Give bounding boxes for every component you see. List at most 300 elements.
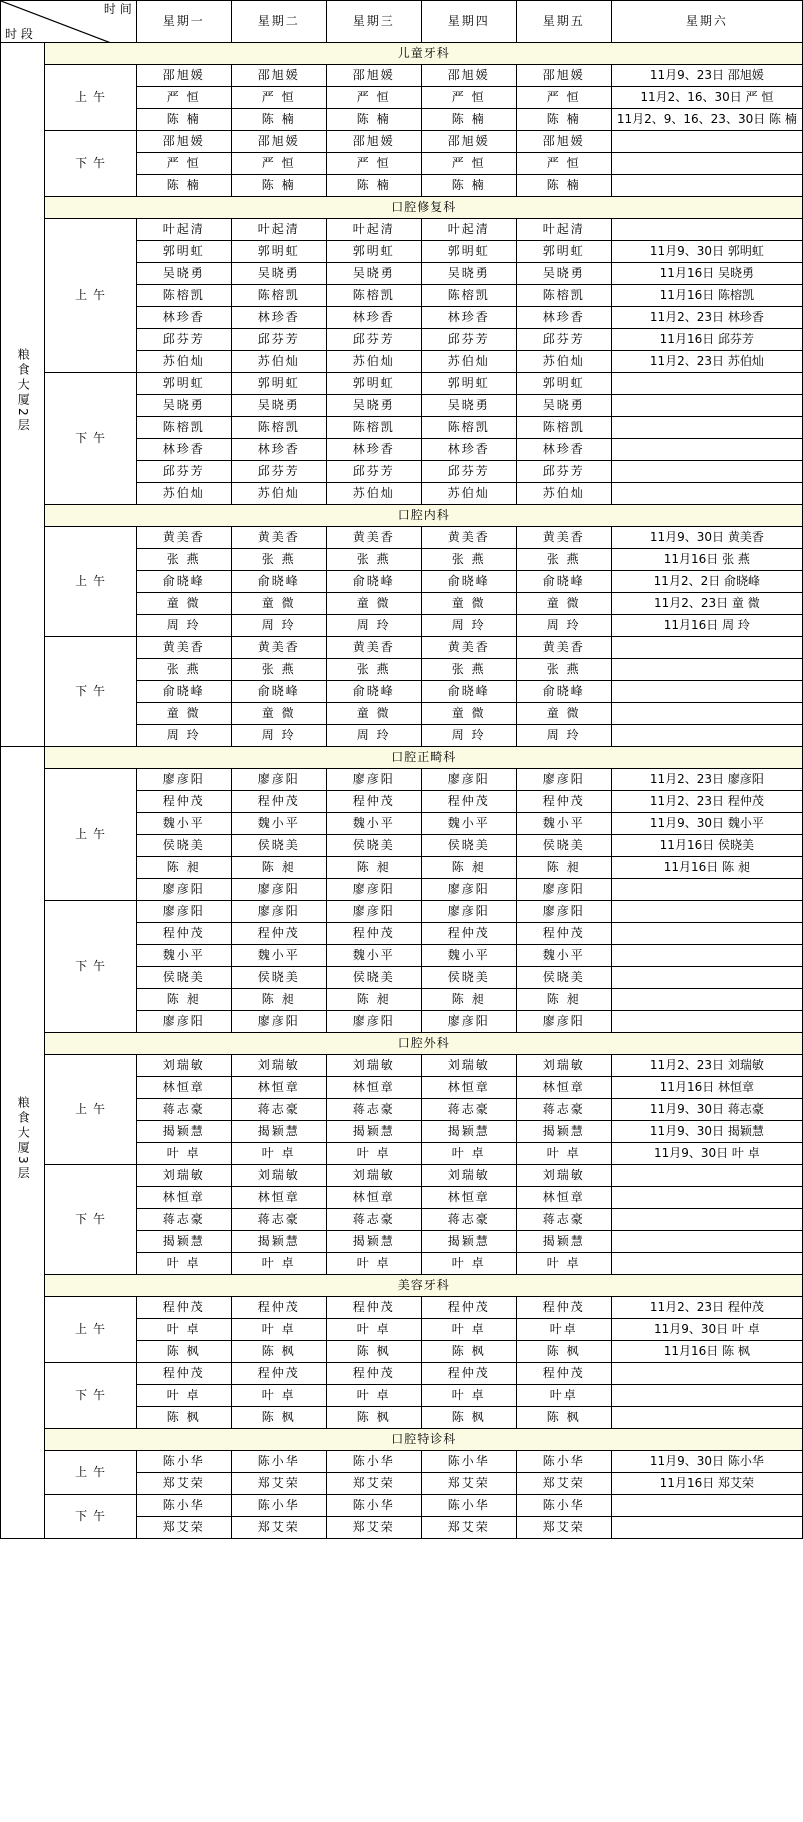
doctor-name-cell: 严 恒	[421, 87, 516, 109]
doctor-name-cell: 程仲茂	[231, 923, 326, 945]
half-day-label-morning: 上 午	[45, 769, 136, 901]
saturday-note-cell: 11月2、9、16、23、30日 陈 楠	[611, 109, 802, 131]
doctor-name-cell: 刘瑞敏	[421, 1165, 516, 1187]
saturday-note-cell: 11月16日 陈 枫	[611, 1341, 802, 1363]
doctor-name-cell: 叶起清	[136, 219, 231, 241]
floor-label-2	[1, 43, 45, 747]
doctor-name-cell: 揭颖慧	[326, 1231, 421, 1253]
department-row	[1, 747, 803, 769]
doctor-name-cell: 苏伯灿	[516, 483, 611, 505]
doctor-name-cell: 俞晓峰	[136, 681, 231, 703]
doctor-name-cell: 蒋志豪	[421, 1099, 516, 1121]
doctor-name-cell: 程仲茂	[421, 1363, 516, 1385]
doctor-name-cell: 吴晓勇	[136, 395, 231, 417]
doctor-name-cell: 廖彦阳	[326, 901, 421, 923]
doctor-name-cell: 郑艾荣	[136, 1517, 231, 1539]
saturday-note-cell: 11月9、30日 郭明虹	[611, 241, 802, 263]
doctor-name-cell: 严 恒	[516, 87, 611, 109]
doctor-name-cell: 邱芬芳	[421, 461, 516, 483]
doctor-name-cell: 林珍香	[421, 307, 516, 329]
doctor-name-cell: 揭颖慧	[136, 1231, 231, 1253]
doctor-name-cell: 陈小华	[516, 1495, 611, 1517]
department-name: 口腔修复科	[45, 197, 803, 219]
doctor-name-cell: 程仲茂	[516, 1297, 611, 1319]
doctor-name-cell: 陈小华	[326, 1495, 421, 1517]
doctor-name-cell: 邵旭媛	[231, 65, 326, 87]
doctor-name-cell: 刘瑞敏	[326, 1055, 421, 1077]
doctor-name-cell: 叶卓	[516, 1385, 611, 1407]
saturday-note-cell	[611, 461, 802, 483]
doctor-name-cell: 侯晓美	[421, 967, 516, 989]
doctor-name-cell: 魏小平	[516, 813, 611, 835]
saturday-note-cell: 11月2、23日 童 微	[611, 593, 802, 615]
doctor-name-cell: 严 恒	[516, 153, 611, 175]
doctor-name-cell: 侯晓美	[326, 967, 421, 989]
doctor-name-cell: 陈榕凯	[136, 417, 231, 439]
doctor-name-cell: 魏小平	[326, 813, 421, 835]
doctor-name-cell: 郭明虹	[231, 241, 326, 263]
saturday-note-cell	[611, 1385, 802, 1407]
saturday-note-cell: 11月16日 林恒章	[611, 1077, 802, 1099]
doctor-name-cell: 周 玲	[231, 725, 326, 747]
saturday-note-cell: 11月2、23日 苏伯灿	[611, 351, 802, 373]
doctor-name-cell: 揭颖慧	[326, 1121, 421, 1143]
doctor-name-cell: 陈 楠	[326, 175, 421, 197]
doctor-name-cell: 张 燕	[516, 659, 611, 681]
doctor-name-cell: 叶 卓	[136, 1319, 231, 1341]
doctor-name-cell: 叶 卓	[421, 1385, 516, 1407]
doctor-name-cell: 周 玲	[516, 615, 611, 637]
saturday-note-cell	[611, 153, 802, 175]
doctor-name-cell: 叶起清	[421, 219, 516, 241]
doctor-name-cell: 张 燕	[326, 549, 421, 571]
corner-time-label: 时 间	[103, 2, 132, 16]
doctor-name-cell: 陈 昶	[326, 989, 421, 1011]
doctor-name-cell: 廖彦阳	[231, 879, 326, 901]
doctor-name-cell: 张 燕	[421, 549, 516, 571]
doctor-name-cell: 陈 昶	[231, 857, 326, 879]
doctor-name-cell: 刘瑞敏	[516, 1165, 611, 1187]
doctor-name-cell: 陈小华	[421, 1495, 516, 1517]
half-day-label-morning: 上 午	[45, 527, 136, 637]
doctor-name-cell: 黄美香	[136, 527, 231, 549]
doctor-name-cell: 童 微	[421, 703, 516, 725]
doctor-name-cell: 廖彦阳	[516, 1011, 611, 1033]
saturday-note-cell	[611, 703, 802, 725]
doctor-name-cell: 陈小华	[421, 1451, 516, 1473]
doctor-name-cell: 苏伯灿	[136, 351, 231, 373]
doctor-name-cell: 吴晓勇	[516, 263, 611, 285]
doctor-name-cell: 廖彦阳	[421, 901, 516, 923]
saturday-note-cell	[611, 945, 802, 967]
doctor-name-cell: 揭颖慧	[231, 1231, 326, 1253]
doctor-name-cell: 童 微	[326, 593, 421, 615]
doctor-name-cell: 邱芬芳	[421, 329, 516, 351]
doctor-name-cell: 程仲茂	[326, 791, 421, 813]
saturday-note-cell	[611, 989, 802, 1011]
doctor-name-cell: 程仲茂	[326, 1363, 421, 1385]
doctor-name-cell: 魏小平	[326, 945, 421, 967]
doctor-name-cell: 周 玲	[136, 725, 231, 747]
doctor-name-cell: 周 玲	[516, 725, 611, 747]
doctor-name-cell: 叶卓	[516, 1319, 611, 1341]
doctor-name-cell: 叶 卓	[231, 1253, 326, 1275]
doctor-name-cell: 叶 卓	[421, 1143, 516, 1165]
doctor-name-cell: 魏小平	[421, 813, 516, 835]
doctor-name-cell: 郑艾荣	[326, 1473, 421, 1495]
schedule-body	[1, 1, 803, 1539]
doctor-name-cell: 郭明虹	[136, 241, 231, 263]
department-row	[1, 197, 803, 219]
doctor-name-cell: 张 燕	[231, 659, 326, 681]
doctor-name-cell: 俞晓峰	[136, 571, 231, 593]
doctor-name-cell: 廖彦阳	[136, 901, 231, 923]
doctor-name-cell: 苏伯灿	[516, 351, 611, 373]
doctor-name-cell: 俞晓峰	[516, 571, 611, 593]
doctor-name-cell: 程仲茂	[136, 923, 231, 945]
doctor-name-cell: 侯晓美	[516, 835, 611, 857]
doctor-name-cell: 揭颖慧	[136, 1121, 231, 1143]
doctor-name-cell: 廖彦阳	[136, 769, 231, 791]
saturday-note-cell	[611, 1231, 802, 1253]
department-name: 口腔正畸科	[45, 747, 803, 769]
doctor-name-cell: 陈 枫	[421, 1341, 516, 1363]
saturday-note-cell	[611, 1209, 802, 1231]
doctor-name-cell: 陈 昶	[421, 989, 516, 1011]
doctor-name-cell: 陈 枫	[421, 1407, 516, 1429]
doctor-name-cell: 程仲茂	[516, 791, 611, 813]
doctor-name-cell: 廖彦阳	[326, 769, 421, 791]
half-day-label-afternoon: 下 午	[45, 1363, 136, 1429]
doctor-name-cell: 蒋志豪	[326, 1099, 421, 1121]
doctor-name-cell: 邵旭媛	[136, 65, 231, 87]
doctor-name-cell: 郭明虹	[516, 373, 611, 395]
doctor-name-cell: 程仲茂	[136, 1297, 231, 1319]
doctor-name-cell: 廖彦阳	[421, 1011, 516, 1033]
schedule-row	[1, 1363, 803, 1385]
saturday-note-cell: 11月2、23日 程仲茂	[611, 1297, 802, 1319]
doctor-name-cell: 郑艾荣	[516, 1517, 611, 1539]
doctor-name-cell: 魏小平	[136, 945, 231, 967]
doctor-name-cell: 叶 卓	[231, 1143, 326, 1165]
saturday-note-cell	[611, 175, 802, 197]
doctor-name-cell: 廖彦阳	[231, 901, 326, 923]
corner-header	[1, 1, 137, 43]
saturday-note-cell	[611, 637, 802, 659]
doctor-name-cell: 严 恒	[136, 87, 231, 109]
doctor-name-cell: 陈 枫	[516, 1407, 611, 1429]
doctor-name-cell: 蒋志豪	[516, 1099, 611, 1121]
doctor-name-cell: 周 玲	[231, 615, 326, 637]
saturday-note-cell	[611, 681, 802, 703]
saturday-note-cell	[611, 659, 802, 681]
doctor-name-cell: 邱芬芳	[326, 461, 421, 483]
doctor-name-cell: 陈 枫	[136, 1407, 231, 1429]
department-row	[1, 1275, 803, 1297]
doctor-name-cell: 程仲茂	[326, 1297, 421, 1319]
header-row	[1, 1, 803, 43]
doctor-name-cell: 程仲茂	[136, 791, 231, 813]
doctor-name-cell: 邵旭媛	[421, 131, 516, 153]
doctor-name-cell: 邵旭媛	[326, 65, 421, 87]
saturday-note-cell	[611, 1495, 802, 1517]
header-day-4: 星期四	[421, 1, 516, 43]
doctor-name-cell: 黄美香	[326, 637, 421, 659]
department-row	[1, 505, 803, 527]
saturday-note-cell: 11月9、30日 魏小平	[611, 813, 802, 835]
doctor-name-cell: 苏伯灿	[421, 351, 516, 373]
saturday-note-cell: 11月9、30日 陈小华	[611, 1451, 802, 1473]
doctor-name-cell: 黄美香	[136, 637, 231, 659]
header-day-1: 星期一	[136, 1, 231, 43]
saturday-note-cell	[611, 395, 802, 417]
doctor-name-cell: 陈 昶	[326, 857, 421, 879]
doctor-name-cell: 陈 楠	[231, 109, 326, 131]
doctor-name-cell: 陈小华	[231, 1451, 326, 1473]
doctor-name-cell: 叶 卓	[326, 1253, 421, 1275]
doctor-name-cell: 陈 昶	[231, 989, 326, 1011]
doctor-name-cell: 蒋志豪	[136, 1209, 231, 1231]
doctor-name-cell: 廖彦阳	[516, 769, 611, 791]
doctor-name-cell: 林恒章	[136, 1187, 231, 1209]
department-row	[1, 1033, 803, 1055]
doctor-name-cell: 郑艾荣	[516, 1473, 611, 1495]
doctor-name-cell: 陈 楠	[326, 109, 421, 131]
doctor-name-cell: 叶 卓	[231, 1319, 326, 1341]
doctor-name-cell: 郭明虹	[326, 241, 421, 263]
doctor-name-cell: 俞晓峰	[326, 571, 421, 593]
doctor-name-cell: 刘瑞敏	[421, 1055, 516, 1077]
doctor-name-cell: 叶起清	[231, 219, 326, 241]
doctor-name-cell: 陈 楠	[231, 175, 326, 197]
doctor-name-cell: 魏小平	[516, 945, 611, 967]
doctor-name-cell: 郭明虹	[326, 373, 421, 395]
doctor-name-cell: 陈榕凯	[231, 417, 326, 439]
doctor-name-cell: 叶 卓	[516, 1143, 611, 1165]
doctor-name-cell: 邱芬芳	[136, 461, 231, 483]
doctor-name-cell: 揭颖慧	[421, 1121, 516, 1143]
saturday-note-cell: 11月2、23日 廖彦阳	[611, 769, 802, 791]
doctor-name-cell: 黄美香	[421, 637, 516, 659]
doctor-name-cell: 刘瑞敏	[231, 1055, 326, 1077]
doctor-name-cell: 童 微	[136, 703, 231, 725]
doctor-name-cell: 苏伯灿	[231, 483, 326, 505]
doctor-name-cell: 廖彦阳	[326, 1011, 421, 1033]
doctor-name-cell: 陈小华	[136, 1495, 231, 1517]
doctor-name-cell: 侯晓美	[231, 835, 326, 857]
doctor-name-cell: 程仲茂	[421, 1297, 516, 1319]
schedule-row	[1, 1055, 803, 1077]
doctor-name-cell: 吴晓勇	[136, 263, 231, 285]
doctor-name-cell: 黄美香	[231, 527, 326, 549]
doctor-name-cell: 刘瑞敏	[326, 1165, 421, 1187]
schedule-row	[1, 637, 803, 659]
doctor-name-cell: 揭颖慧	[421, 1231, 516, 1253]
corner-slot-label: 时 段	[5, 27, 33, 41]
doctor-name-cell: 叶 卓	[421, 1319, 516, 1341]
doctor-name-cell: 侯晓美	[136, 835, 231, 857]
doctor-name-cell: 陈榕凯	[421, 417, 516, 439]
doctor-name-cell: 廖彦阳	[231, 769, 326, 791]
header-day-3: 星期三	[326, 1, 421, 43]
doctor-name-cell: 揭颖慧	[231, 1121, 326, 1143]
doctor-name-cell: 陈 楠	[516, 175, 611, 197]
saturday-note-cell: 11月16日 吴晓勇	[611, 263, 802, 285]
doctor-name-cell: 张 燕	[326, 659, 421, 681]
saturday-note-cell: 11月2、23日 刘瑞敏	[611, 1055, 802, 1077]
saturday-note-cell	[611, 219, 802, 241]
doctor-name-cell: 林恒章	[516, 1077, 611, 1099]
doctor-name-cell: 邵旭媛	[231, 131, 326, 153]
doctor-name-cell: 郭明虹	[136, 373, 231, 395]
doctor-name-cell: 郑艾荣	[136, 1473, 231, 1495]
half-day-label-afternoon: 下 午	[45, 373, 136, 505]
doctor-name-cell: 侯晓美	[326, 835, 421, 857]
doctor-name-cell: 童 微	[421, 593, 516, 615]
doctor-name-cell: 严 恒	[326, 87, 421, 109]
doctor-name-cell: 林恒章	[516, 1187, 611, 1209]
doctor-name-cell: 程仲茂	[516, 923, 611, 945]
doctor-name-cell: 俞晓峰	[326, 681, 421, 703]
doctor-name-cell: 叶 卓	[136, 1143, 231, 1165]
doctor-name-cell: 林恒章	[136, 1077, 231, 1099]
doctor-name-cell: 吴晓勇	[421, 395, 516, 417]
doctor-name-cell: 叶 卓	[231, 1385, 326, 1407]
doctor-name-cell: 程仲茂	[231, 1363, 326, 1385]
doctor-name-cell: 陈 楠	[136, 109, 231, 131]
saturday-note-cell: 11月2、23日 程仲茂	[611, 791, 802, 813]
department-name: 口腔外科	[45, 1033, 803, 1055]
department-name: 儿童牙科	[45, 43, 803, 65]
doctor-name-cell: 陈 枫	[231, 1407, 326, 1429]
doctor-name-cell: 蒋志豪	[516, 1209, 611, 1231]
saturday-note-cell	[611, 483, 802, 505]
doctor-name-cell: 林珍香	[136, 307, 231, 329]
doctor-name-cell: 叶 卓	[421, 1253, 516, 1275]
doctor-name-cell: 廖彦阳	[421, 769, 516, 791]
saturday-note-cell: 11月9、30日 蒋志豪	[611, 1099, 802, 1121]
doctor-name-cell: 程仲茂	[516, 1363, 611, 1385]
doctor-name-cell: 郑艾荣	[231, 1517, 326, 1539]
doctor-name-cell: 林珍香	[326, 439, 421, 461]
doctor-name-cell: 吴晓勇	[516, 395, 611, 417]
schedule-row	[1, 769, 803, 791]
doctor-name-cell: 邱芬芳	[136, 329, 231, 351]
doctor-name-cell: 林珍香	[421, 439, 516, 461]
saturday-note-cell	[611, 1407, 802, 1429]
half-day-label-afternoon: 下 午	[45, 1495, 136, 1539]
saturday-note-cell: 11月16日 陈 昶	[611, 857, 802, 879]
doctor-name-cell: 童 微	[516, 593, 611, 615]
doctor-name-cell: 张 燕	[231, 549, 326, 571]
doctor-name-cell: 吴晓勇	[231, 395, 326, 417]
doctor-name-cell: 叶 卓	[326, 1319, 421, 1341]
doctor-name-cell: 廖彦阳	[516, 901, 611, 923]
schedule-row	[1, 373, 803, 395]
doctor-name-cell: 苏伯灿	[421, 483, 516, 505]
doctor-name-cell: 邱芬芳	[326, 329, 421, 351]
doctor-name-cell: 郑艾荣	[421, 1473, 516, 1495]
doctor-name-cell: 林珍香	[136, 439, 231, 461]
floor-label-2-text: 粮食大厦2层	[16, 348, 31, 434]
doctor-name-cell: 严 恒	[231, 87, 326, 109]
doctor-name-cell: 张 燕	[136, 659, 231, 681]
doctor-name-cell: 程仲茂	[231, 1297, 326, 1319]
half-day-label-afternoon: 下 午	[45, 637, 136, 747]
doctor-name-cell: 郭明虹	[421, 241, 516, 263]
doctor-name-cell: 陈 昶	[516, 989, 611, 1011]
doctor-name-cell: 童 微	[136, 593, 231, 615]
doctor-name-cell: 黄美香	[326, 527, 421, 549]
doctor-name-cell: 蒋志豪	[136, 1099, 231, 1121]
doctor-name-cell: 吴晓勇	[326, 395, 421, 417]
doctor-name-cell: 陈 昶	[421, 857, 516, 879]
saturday-note-cell: 11月9、30日 叶 卓	[611, 1319, 802, 1341]
doctor-name-cell: 程仲茂	[326, 923, 421, 945]
saturday-note-cell: 11月16日 张 燕	[611, 549, 802, 571]
doctor-name-cell: 林恒章	[231, 1187, 326, 1209]
doctor-name-cell: 苏伯灿	[326, 351, 421, 373]
doctor-name-cell: 侯晓美	[516, 967, 611, 989]
saturday-note-cell	[611, 967, 802, 989]
doctor-name-cell: 严 恒	[136, 153, 231, 175]
saturday-note-cell	[611, 725, 802, 747]
doctor-name-cell: 郑艾荣	[326, 1517, 421, 1539]
doctor-name-cell: 陈榕凯	[136, 285, 231, 307]
doctor-name-cell: 黄美香	[231, 637, 326, 659]
saturday-note-cell: 11月2、16、30日 严 恒	[611, 87, 802, 109]
doctor-name-cell: 童 微	[516, 703, 611, 725]
doctor-name-cell: 周 玲	[421, 615, 516, 637]
saturday-note-cell	[611, 879, 802, 901]
doctor-name-cell: 俞晓峰	[231, 571, 326, 593]
doctor-name-cell: 魏小平	[231, 945, 326, 967]
doctor-name-cell: 揭颖慧	[516, 1231, 611, 1253]
doctor-name-cell: 周 玲	[326, 615, 421, 637]
saturday-note-cell	[611, 1165, 802, 1187]
doctor-name-cell: 林珍香	[516, 307, 611, 329]
doctor-name-cell: 邵旭媛	[421, 65, 516, 87]
saturday-note-cell: 11月16日 陈榕凯	[611, 285, 802, 307]
doctor-name-cell: 吴晓勇	[421, 263, 516, 285]
doctor-name-cell: 邱芬芳	[516, 329, 611, 351]
doctor-name-cell: 陈 楠	[421, 109, 516, 131]
doctor-name-cell: 邱芬芳	[516, 461, 611, 483]
doctor-name-cell: 侯晓美	[231, 967, 326, 989]
doctor-name-cell: 黄美香	[516, 527, 611, 549]
doctor-name-cell: 魏小平	[421, 945, 516, 967]
floor-label-3	[1, 747, 45, 1539]
saturday-note-cell: 11月16日 郑艾荣	[611, 1473, 802, 1495]
doctor-name-cell: 林珍香	[231, 439, 326, 461]
doctor-name-cell: 童 微	[231, 703, 326, 725]
doctor-name-cell: 陈 楠	[136, 175, 231, 197]
doctor-name-cell: 郭明虹	[421, 373, 516, 395]
doctor-name-cell: 郑艾荣	[421, 1517, 516, 1539]
doctor-name-cell: 蒋志豪	[231, 1099, 326, 1121]
saturday-note-cell: 11月2、23日 林珍香	[611, 307, 802, 329]
half-day-label-morning: 上 午	[45, 1055, 136, 1165]
doctor-name-cell: 廖彦阳	[136, 879, 231, 901]
doctor-name-cell: 严 恒	[231, 153, 326, 175]
doctor-name-cell: 陈 昶	[136, 989, 231, 1011]
doctor-name-cell: 郭明虹	[516, 241, 611, 263]
doctor-name-cell: 陈小华	[136, 1451, 231, 1473]
doctor-name-cell: 邱芬芳	[231, 329, 326, 351]
doctor-name-cell: 张 燕	[421, 659, 516, 681]
doctor-name-cell: 陈小华	[326, 1451, 421, 1473]
doctor-name-cell: 苏伯灿	[231, 351, 326, 373]
